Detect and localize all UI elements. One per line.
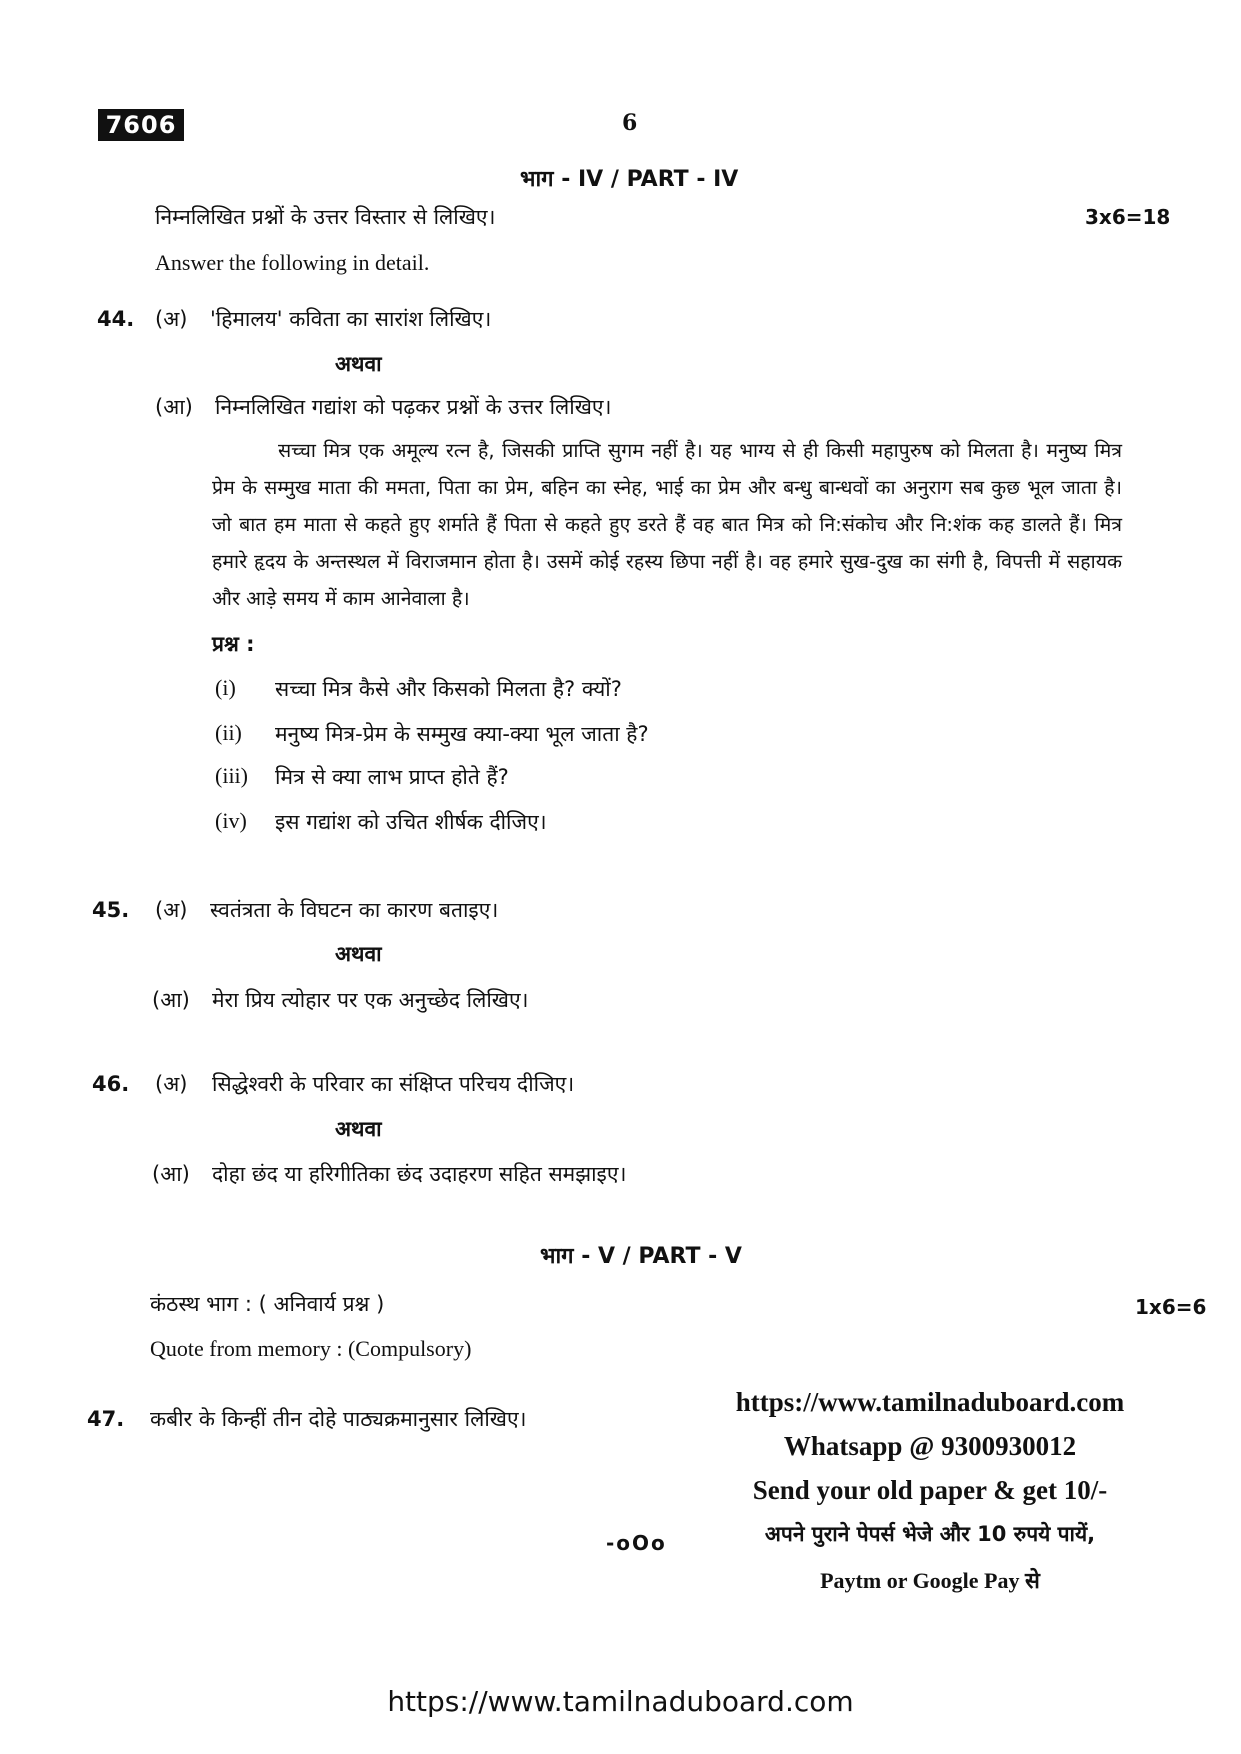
- part-4-marks: 3x6=18: [1085, 205, 1171, 229]
- question-45-a-text: स्वतंत्रता के विघटन का कारण बताइए।: [210, 898, 499, 922]
- part-5-heading: भाग - V / PART - V: [540, 1244, 742, 1269]
- question-46-number: 46.: [92, 1072, 130, 1096]
- sub-question-text: इस गद्यांश को उचित शीर्षक दीजिए।: [275, 810, 547, 834]
- part-4-instruction-hindi: निम्नलिखित प्रश्नों के उत्तर विस्तार से लिखिए।: [155, 205, 496, 229]
- question-44-a-text: 'हिमालय' कविता का सारांश लिखिए।: [210, 307, 492, 331]
- question-47-number: 47.: [87, 1407, 125, 1431]
- footer-url[interactable]: https://www.tamilnaduboard.com: [387, 1685, 854, 1718]
- sub-question-text: मित्र से क्या लाभ प्राप्त होते हैं?: [275, 765, 509, 789]
- page-number: 6: [622, 110, 638, 136]
- questions-label: प्रश्न :: [212, 632, 255, 656]
- question-44-a-label: (अ): [155, 307, 188, 331]
- sub-question-number: (iv): [215, 808, 247, 833]
- question-45-a-label: (अ): [155, 898, 188, 922]
- promo-payment: Paytm or Google Pay से: [820, 1568, 1040, 1593]
- promo-url[interactable]: https://www.tamilnaduboard.com: [735, 1387, 1125, 1417]
- sub-question-text: मनुष्य मित्र-प्रेम के सम्मुख क्या-क्या भूल जाता है?: [275, 722, 649, 746]
- question-44-number: 44.: [97, 307, 135, 331]
- question-45-b-text: मेरा प्रिय त्योहार पर एक अनुच्छेद लिखिए।: [212, 988, 529, 1012]
- question-46-b-text: दोहा छंद या हरिगीतिका छंद उदाहरण सहित समझाइए।: [212, 1162, 627, 1186]
- part-5-marks: 1x6=6: [1135, 1295, 1207, 1319]
- sub-question-number: (iii): [215, 763, 248, 788]
- question-46-a-text: सिद्धेश्वरी के परिवार का संक्षिप्त परिचय दीजिए।: [212, 1072, 575, 1096]
- part-4-heading: भाग - IV / PART - IV: [520, 167, 739, 192]
- question-45-number: 45.: [92, 898, 130, 922]
- question-47-text: कबीर के किन्हीं तीन दोहे पाठ्यक्रमानुसार लिखिए।: [150, 1407, 527, 1431]
- end-mark: -oOo: [606, 1531, 667, 1555]
- sub-question-number: (i): [215, 675, 236, 700]
- question-46-or: अथवा: [335, 1117, 382, 1141]
- sub-question-text: सच्चा मित्र कैसे और किसको मिलता है? क्यों?: [275, 677, 622, 701]
- promo-block: [690, 1380, 1170, 1606]
- question-44-b-label: (आ): [155, 395, 193, 419]
- part-5-instruction-hindi: कंठस्थ भाग : ( अनिवार्य प्रश्न ): [150, 1292, 385, 1316]
- sub-question-number: (ii): [215, 720, 242, 745]
- question-45-b-label: (आ): [152, 988, 190, 1012]
- question-45-or: अथवा: [335, 942, 382, 966]
- promo-offer-hindi: अपने पुराने पेपर्स भेजे और 10 रुपये पायें,: [764, 1522, 1096, 1546]
- paper-code-badge: 7606: [98, 109, 184, 141]
- question-44-b-text: निम्नलिखित गद्यांश को पढ़कर प्रश्नों के उत्तर लिखिए।: [215, 395, 612, 419]
- part-5-instruction-english: Quote from memory : (Compulsory): [150, 1336, 472, 1361]
- question-46-a-label: (अ): [155, 1072, 188, 1096]
- question-44-passage: सच्चा मित्र एक अमूल्य रत्न है, जिसकी प्राप्ति सुगम नहीं है। यह भाग्य से ही किसी महापुरुष को मिलता है। मनुष्य मित्र प्रेम के सम्मुख माता की ममता, पिता का प्रेम, बहिन का स्नेह, भाई का प्रेम और बन्धु बान्धवों का अनुराग सब कुछ भूल जाता है। जो बात हम माता से कहते हुए शर्माते हैं पिता से कहते हुए डरते हैं वह बात मित्र को नि:संकोच और नि:शंक कह डालते हैं। मित्र हमारे हृदय के अन्तस्थल में विराजमान होता है। उसमें कोई रहस्य छिपा नहीं है। वह हमारे सुख-दुख का संगी है, विपत्ती में सहायक और आड़े समय में काम आनेवाला है।: [212, 439, 1122, 610]
- question-46-b-label: (आ): [152, 1162, 190, 1186]
- promo-whatsapp: Whatsapp @ 9300930012: [783, 1431, 1077, 1461]
- part-4-instruction-english: Answer the following in detail.: [155, 250, 430, 275]
- promo-offer: Send your old paper & get 10/-: [752, 1475, 1108, 1505]
- question-44-or: अथवा: [335, 352, 382, 376]
